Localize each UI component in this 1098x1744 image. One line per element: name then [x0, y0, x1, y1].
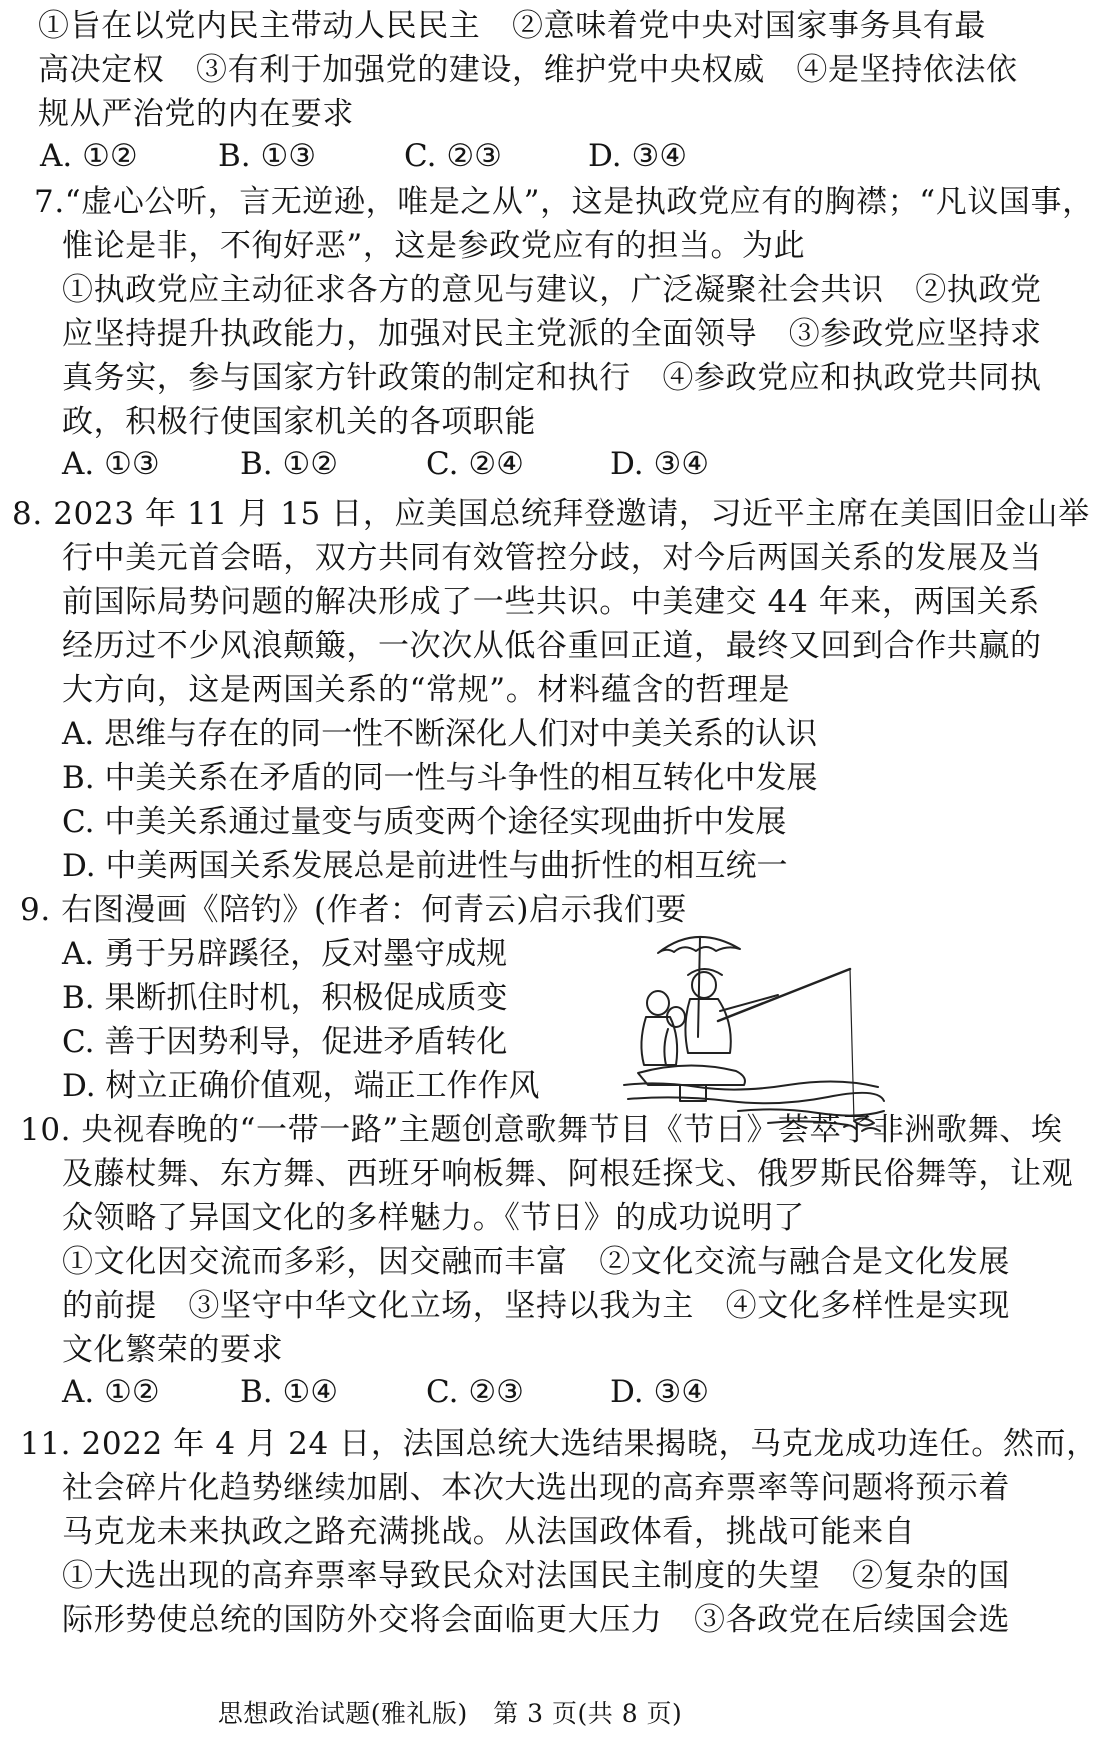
q6-option-b: B. ①③: [218, 138, 317, 174]
q10-option-a: A. ①②: [62, 1374, 160, 1410]
q9-choice-a: A. 勇于另辟蹊径，反对墨守成规: [62, 936, 508, 972]
q11-stem: 社会碎片化趋势继续加剧、本次大选出现的高弃票率等问题将预示着: [62, 1470, 1010, 1506]
q9-stem: 9. 右图漫画《陪钓》(作者：何青云)启示我们要: [20, 892, 688, 928]
q9-choice-b: B. 果断抓住时机，积极促成质变: [62, 980, 508, 1016]
q11-stem: 11. 2022 年 4 月 24 日，法国总统大选结果揭晓，马克龙成功连任。然而，: [20, 1426, 1098, 1462]
q10-option-d: D. ③④: [610, 1374, 710, 1410]
q9-choice-c: C. 善于因势利导，促进矛盾转化: [62, 1024, 508, 1060]
q8-choice-a: A. 思维与存在的同一性不断深化人们对中美关系的认识: [62, 716, 818, 752]
q9-choice-d: D. 树立正确价值观，端正工作作风: [62, 1068, 540, 1104]
q6-option-c: C. ②③: [404, 138, 502, 174]
q10-stem: 及藤杖舞、东方舞、西班牙响板舞、阿根廷探戈、俄罗斯民俗舞等，让观: [62, 1156, 1074, 1192]
q6-option-a: A. ①②: [40, 138, 138, 174]
q7-stem: 7.“虚心公听，言无逆逊，唯是之从”，这是执政党应有的胸襟；“凡议国事，: [34, 184, 1094, 220]
q7-statement: ①执政党应主动征求各方的意见与建议，广泛凝聚社会共识 ②执政党: [62, 272, 1042, 308]
q8-stem: 行中美元首会晤，双方共同有效管控分歧，对今后两国关系的发展及当: [62, 540, 1042, 576]
q10-stem: 10. 央视春晚的“一带一路”主题创意歌舞节目《节日》荟萃了非洲歌舞、埃: [20, 1112, 1063, 1148]
q8-stem: 大方向，这是两国关系的“常规”。材料蕴含的哲理是: [62, 672, 791, 708]
q10-option-c: C. ②③: [426, 1374, 524, 1410]
q8-stem: 前国际局势问题的解决形成了一些共识。中美建交 44 年来，两国关系: [62, 584, 1040, 620]
q7-option-a: A. ①③: [62, 446, 160, 482]
q7-statement: 政，积极行使国家机关的各项职能: [62, 404, 536, 440]
q6-line: 规从严治党的内在要求: [38, 96, 354, 132]
q8-stem: 经历过不少风浪颠簸，一次次从低谷重回正道，最终又回到合作共赢的: [62, 628, 1042, 664]
q6-line: 高决定权 ③有利于加强党的建设，维护党中央权威 ④是坚持依法依: [38, 52, 1018, 88]
q7-option-d: D. ③④: [610, 446, 710, 482]
q8-stem: 8. 2023 年 11 月 15 日，应美国总统拜登邀请，习近平主席在美国旧金山举: [12, 496, 1090, 532]
q6-line: ①旨在以党内民主带动人民民主 ②意味着党中央对国家事务具有最: [38, 8, 986, 44]
q8-choice-d: D. 中美两国关系发展总是前进性与曲折性的相互统一: [62, 848, 788, 884]
q7-statement: 应坚持提升执政能力，加强对民主党派的全面领导 ③参政党应坚持求: [62, 316, 1042, 352]
fishing-cartoon-illustration: [618, 925, 888, 1135]
q7-stem: 惟论是非，不徇好恶”，这是参政党应有的担当。为此: [62, 228, 806, 264]
q11-statement: ①大选出现的高弃票率导致民众对法国民主制度的失望 ②复杂的国: [62, 1558, 1010, 1594]
q7-option-b: B. ①②: [240, 446, 339, 482]
q7-option-c: C. ②④: [426, 446, 524, 482]
q10-option-b: B. ①④: [240, 1374, 339, 1410]
page-footer: 思想政治试题(雅礼版) 第 3 页(共 8 页): [217, 1699, 683, 1728]
q6-option-d: D. ③④: [588, 138, 688, 174]
q10-statement: ①文化因交流而多彩，因交融而丰富 ②文化交流与融合是文化发展: [62, 1244, 1010, 1280]
q10-statement: 文化繁荣的要求: [62, 1332, 284, 1368]
q8-choice-c: C. 中美关系通过量变与质变两个途径实现曲折中发展: [62, 804, 787, 840]
q10-stem: 众领略了异国文化的多样魅力。《节日》的成功说明了: [62, 1200, 805, 1236]
q7-statement: 真务实，参与国家方针政策的制定和执行 ④参政党应和执政党共同执: [62, 360, 1042, 396]
q11-stem: 马克龙未来执政之路充满挑战。从法国政体看，挑战可能来自: [62, 1514, 916, 1550]
q10-statement: 的前提 ③坚守中华文化立场，坚持以我为主 ④文化多样性是实现: [62, 1288, 1010, 1324]
q11-statement: 际形势使总统的国防外交将会面临更大压力 ③各政党在后续国会选: [62, 1602, 1010, 1638]
q8-choice-b: B. 中美关系在矛盾的同一性与斗争性的相互转化中发展: [62, 760, 818, 796]
